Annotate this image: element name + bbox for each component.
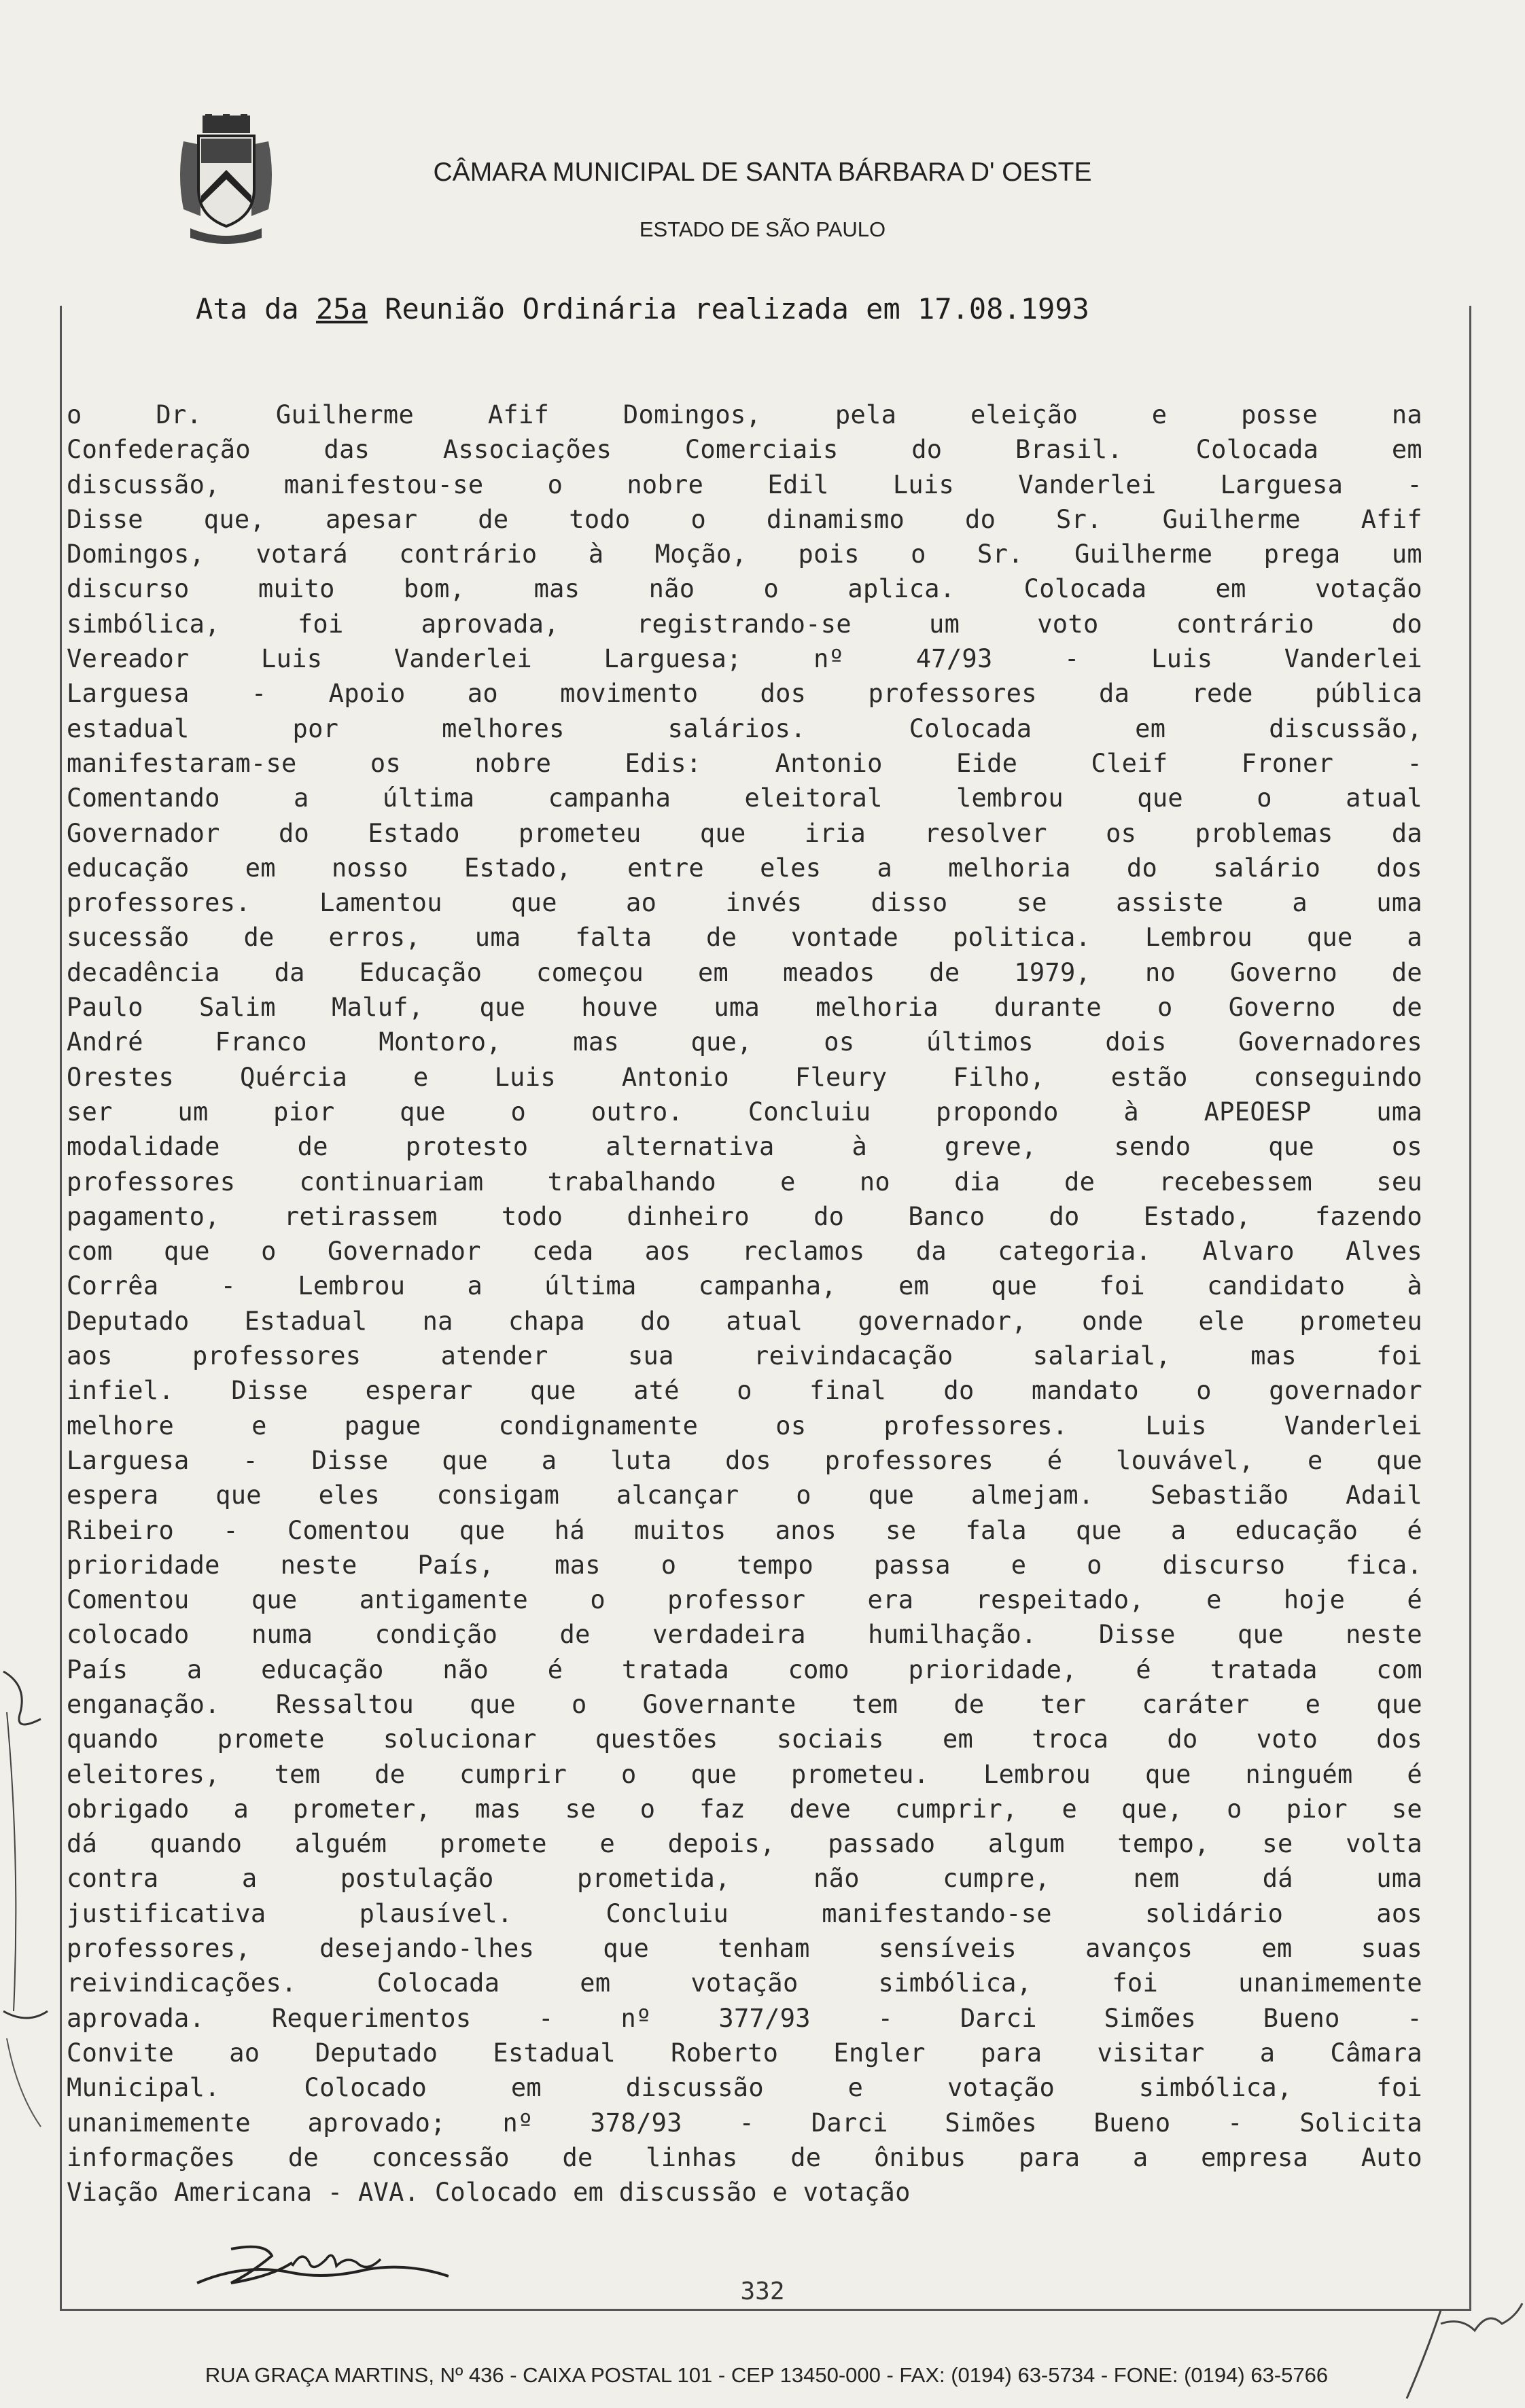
- body-line: decadência da Educação começou em meados de 1979, no Governo de: [67, 957, 1422, 987]
- body-line: sucessão de erros, uma falta de vontade politica. Lembrou que a: [67, 923, 1422, 953]
- body-line: eleitores, tem de cumprir o que prometeu. Lembrou que ninguém é: [67, 1759, 1422, 1789]
- body-line: estadual por melhores salários. Colocada em discussão,: [67, 713, 1422, 743]
- page-frame-right: [1469, 306, 1471, 2310]
- document-title: [196, 292, 1089, 325]
- body-line: professores. Lamentou que ao invés disso se assiste a uma: [67, 888, 1422, 918]
- body-line: André Franco Montoro, mas que, os últimos dois Governadores: [67, 1027, 1422, 1057]
- body-line: professores, desejando-lhes que tenham sensíveis avanços em suas: [67, 1934, 1422, 1964]
- body-line: professores continuariam trabalhando e no dia de recebessem seu: [67, 1167, 1422, 1197]
- body-line: Larguesa - Apoio ao movimento dos professores da rede pública: [67, 679, 1422, 709]
- body-line: Larguesa - Disse que a luta dos professores é louvável, e que: [67, 1445, 1422, 1475]
- body-line: melhore e pague condignamente os professores. Luis Vanderlei: [67, 1411, 1422, 1440]
- body-line: Convite ao Deputado Estadual Roberto Engler para visitar a Câmara: [67, 2038, 1422, 2068]
- body-line: Comentou que antigamente o professor era respeitado, e hoje é: [67, 1585, 1422, 1615]
- body-line: aprovada. Requerimentos - nº 377/93 - Darci Simões Bueno -: [67, 2003, 1422, 2033]
- body-line: justificativa plausível. Concluiu manifestando-se solidário aos: [67, 1898, 1422, 1928]
- body-line: Corrêa - Lembrou a última campanha, em que foi candidato à: [67, 1271, 1422, 1301]
- body-line: Confederação das Associações Comerciais do Brasil. Colocada em: [67, 435, 1422, 465]
- organization-state: ESTADO DE SÃO PAULO: [639, 217, 886, 241]
- body-line: Deputado Estadual na chapa do atual governador, onde ele prometeu: [67, 1306, 1422, 1336]
- body-line: obrigado a prometer, mas se o faz deve cumprir, e que, o pior se: [67, 1794, 1422, 1824]
- body-line: manifestaram-se os nobre Edis: Antonio Eide Cleif Froner -: [67, 748, 1422, 778]
- body-line: modalidade de protesto alternativa à greve, sendo que os: [67, 1132, 1422, 1162]
- title-prefix: Ata da: [196, 292, 317, 325]
- body-line: País a educação não é tratada como prioridade, é tratada com: [67, 1654, 1422, 1684]
- body-line: aos professores atender sua reivindacação salarial, mas foi: [67, 1341, 1422, 1371]
- body-line: o Dr. Guilherme Afif Domingos, pela eleição e posse na: [67, 400, 1422, 429]
- footer-address: RUA GRAÇA MARTINS, Nº 436 - CAIXA POSTAL 101 - CEP 13450-000 - FAX: (0194) 63-5734 - FONE: (0194) 63-5766: [205, 2363, 1329, 2387]
- organization-name: CÂMARA MUNICIPAL DE SANTA BÁRBARA D' OESTE: [433, 158, 1092, 187]
- body-line: Municipal. Colocado em discussão e votação simbólica, foi: [67, 2073, 1422, 2103]
- page-frame-bottom: [60, 2309, 1471, 2311]
- body-line: colocado numa condição de verdadeira humilhação. Disse que neste: [67, 1620, 1422, 1650]
- body-line: Viação Americana - AVA. Colocado em discussão e votação: [67, 2178, 911, 2208]
- body-line: dá quando alguém promete e depois, passado algum tempo, se volta: [67, 1829, 1422, 1859]
- body-line: prioridade neste País, mas o tempo passa e o discurso fica.: [67, 1550, 1422, 1580]
- body-line: discussão, manifestou-se o nobre Edil Luis Vanderlei Larguesa -: [67, 470, 1422, 499]
- body-line: Governador do Estado prometeu que iria resolver os problemas da: [67, 818, 1422, 848]
- body-line: contra a postulação prometida, não cumpre, nem dá uma: [67, 1864, 1422, 1894]
- body-line: educação em nosso Estado, entre eles a melhoria do salário dos: [67, 853, 1422, 883]
- body-line: Domingos, votará contrário à Moção, pois o Sr. Guilherme prega um: [67, 539, 1422, 569]
- body-line: Vereador Luis Vanderlei Larguesa; nº 47/93 - Luis Vanderlei: [67, 644, 1422, 674]
- body-line: Ribeiro - Comentou que há muitos anos se fala que a educação é: [67, 1515, 1422, 1545]
- page-number: 332: [740, 2278, 785, 2305]
- body-line: reivindicações. Colocada em votação simbólica, foi unanimemente: [67, 1968, 1422, 1998]
- body-line: enganação. Ressaltou que o Governante tem de ter caráter e que: [67, 1689, 1422, 1719]
- page-frame-left: [60, 306, 62, 2310]
- minutes-body: [67, 397, 1422, 2210]
- body-line: espera que eles consigam alcançar o que almejam. Sebastião Adail: [67, 1481, 1422, 1510]
- margin-handwriting-icon: [0, 1658, 54, 2133]
- body-line: Orestes Quércia e Luis Antonio Fleury Filho, estão conseguindo: [67, 1062, 1422, 1092]
- body-line: ser um pior que o outro. Concluiu propondo à APEOESP uma: [67, 1097, 1422, 1127]
- body-line: Disse que, apesar de todo o dinamismo do Sr. Guilherme Afif: [67, 504, 1422, 534]
- title-rest: Reunião Ordinária realizada em 17.08.1993: [367, 292, 1089, 325]
- body-line: unanimemente aprovado; nº 378/93 - Darci Simões Bueno - Solicita: [67, 2108, 1422, 2138]
- corner-handwriting-icon: [1400, 2297, 1525, 2408]
- body-line: com que o Governador ceda aos reclamos da categoria. Alvaro Alves: [67, 1237, 1422, 1267]
- body-line: simbólica, foi aprovada, registrando-se um voto contrário do: [67, 609, 1422, 639]
- body-line: Paulo Salim Maluf, que houve uma melhoria durante o Governo de: [67, 993, 1422, 1023]
- body-line: discurso muito bom, mas não o aplica. Colocada em votação: [67, 574, 1422, 604]
- body-line: infiel. Disse esperar que até o final do mandato o governador: [67, 1376, 1422, 1406]
- body-line: pagamento, retirassem todo dinheiro do Banco do Estado, fazendo: [67, 1201, 1422, 1231]
- body-line: quando promete solucionar questões sociais em troca do voto dos: [67, 1724, 1422, 1754]
- body-line: Comentando a última campanha eleitoral lembrou que o atual: [67, 783, 1422, 813]
- title-ordinal: 25a: [316, 292, 368, 325]
- body-line: informações de concessão de linhas de ônibus para a empresa Auto: [67, 2142, 1422, 2172]
